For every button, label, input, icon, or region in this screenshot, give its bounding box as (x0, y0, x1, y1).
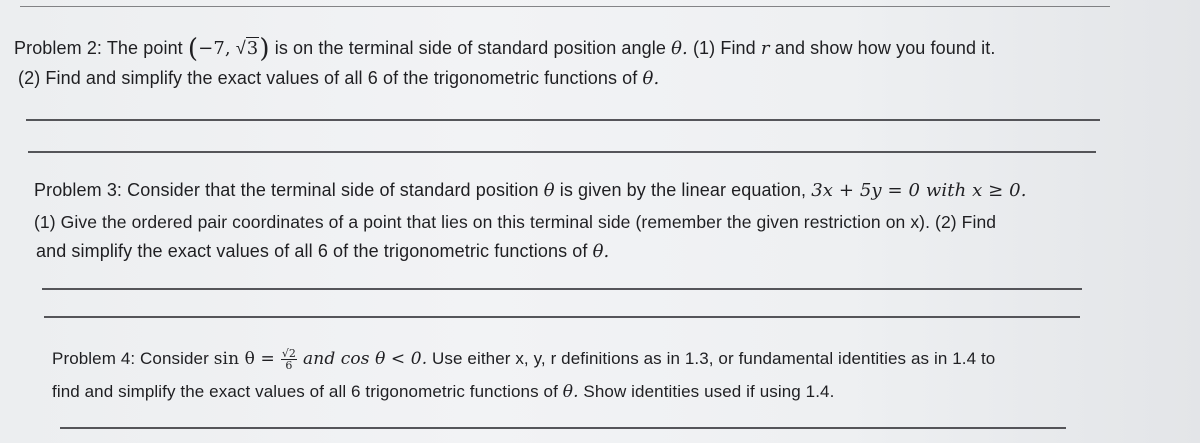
top-rule (20, 6, 1110, 7)
problem-4-line-2: find and simplify the exact values of all 6 trigonometric functions of θ. Show identities used if using 1.4. (52, 382, 835, 402)
problem-3-label: Problem 3: (34, 180, 123, 200)
problem-2-line-1: Problem 2: The point (−7, √3) is on the terminal side of standard position angle θ. (1) Find r and show how you found it. (14, 34, 996, 64)
problem-3-line-3: and simplify the exact values of all 6 of the trigonometric functions of θ. (36, 241, 610, 262)
answer-line (26, 119, 1100, 121)
answer-line (28, 151, 1096, 153)
problem-4-line-1: Problem 4: Consider sin θ = $\frac{√2}{6}$ and cos θ < 0. Use either x, y, r definitions as in 1.3, or fundamental identities as in 1.4 to (52, 347, 996, 372)
problem-3-line-1: Problem 3: Consider that the terminal side of standard position θ is given by the linear equation, 3x + 5y = 0 with x ≥ 0. (34, 180, 1027, 201)
answer-line (60, 427, 1066, 429)
linear-equation: 3x + 5y = 0 with x ≥ 0. (811, 180, 1027, 201)
sqrt-three: √3 (235, 38, 259, 59)
point-x: −7, (198, 38, 231, 59)
answer-line (42, 288, 1082, 290)
problem-2-label: Problem 2: (14, 38, 103, 58)
problem-3-line-2: (1) Give the ordered pair coordinates of a point that lies on this terminal side (remember the given restriction on x). (2) Find (34, 212, 997, 232)
answer-line (44, 316, 1080, 318)
sqrt2-over-6-fraction: $\frac{√2}{6}$ (281, 347, 297, 372)
problem-2-line-2: (2) Find and simplify the exact values of all 6 of the trigonometric functions of θ. (18, 68, 660, 89)
problem-4-label: Problem 4: (52, 348, 136, 368)
